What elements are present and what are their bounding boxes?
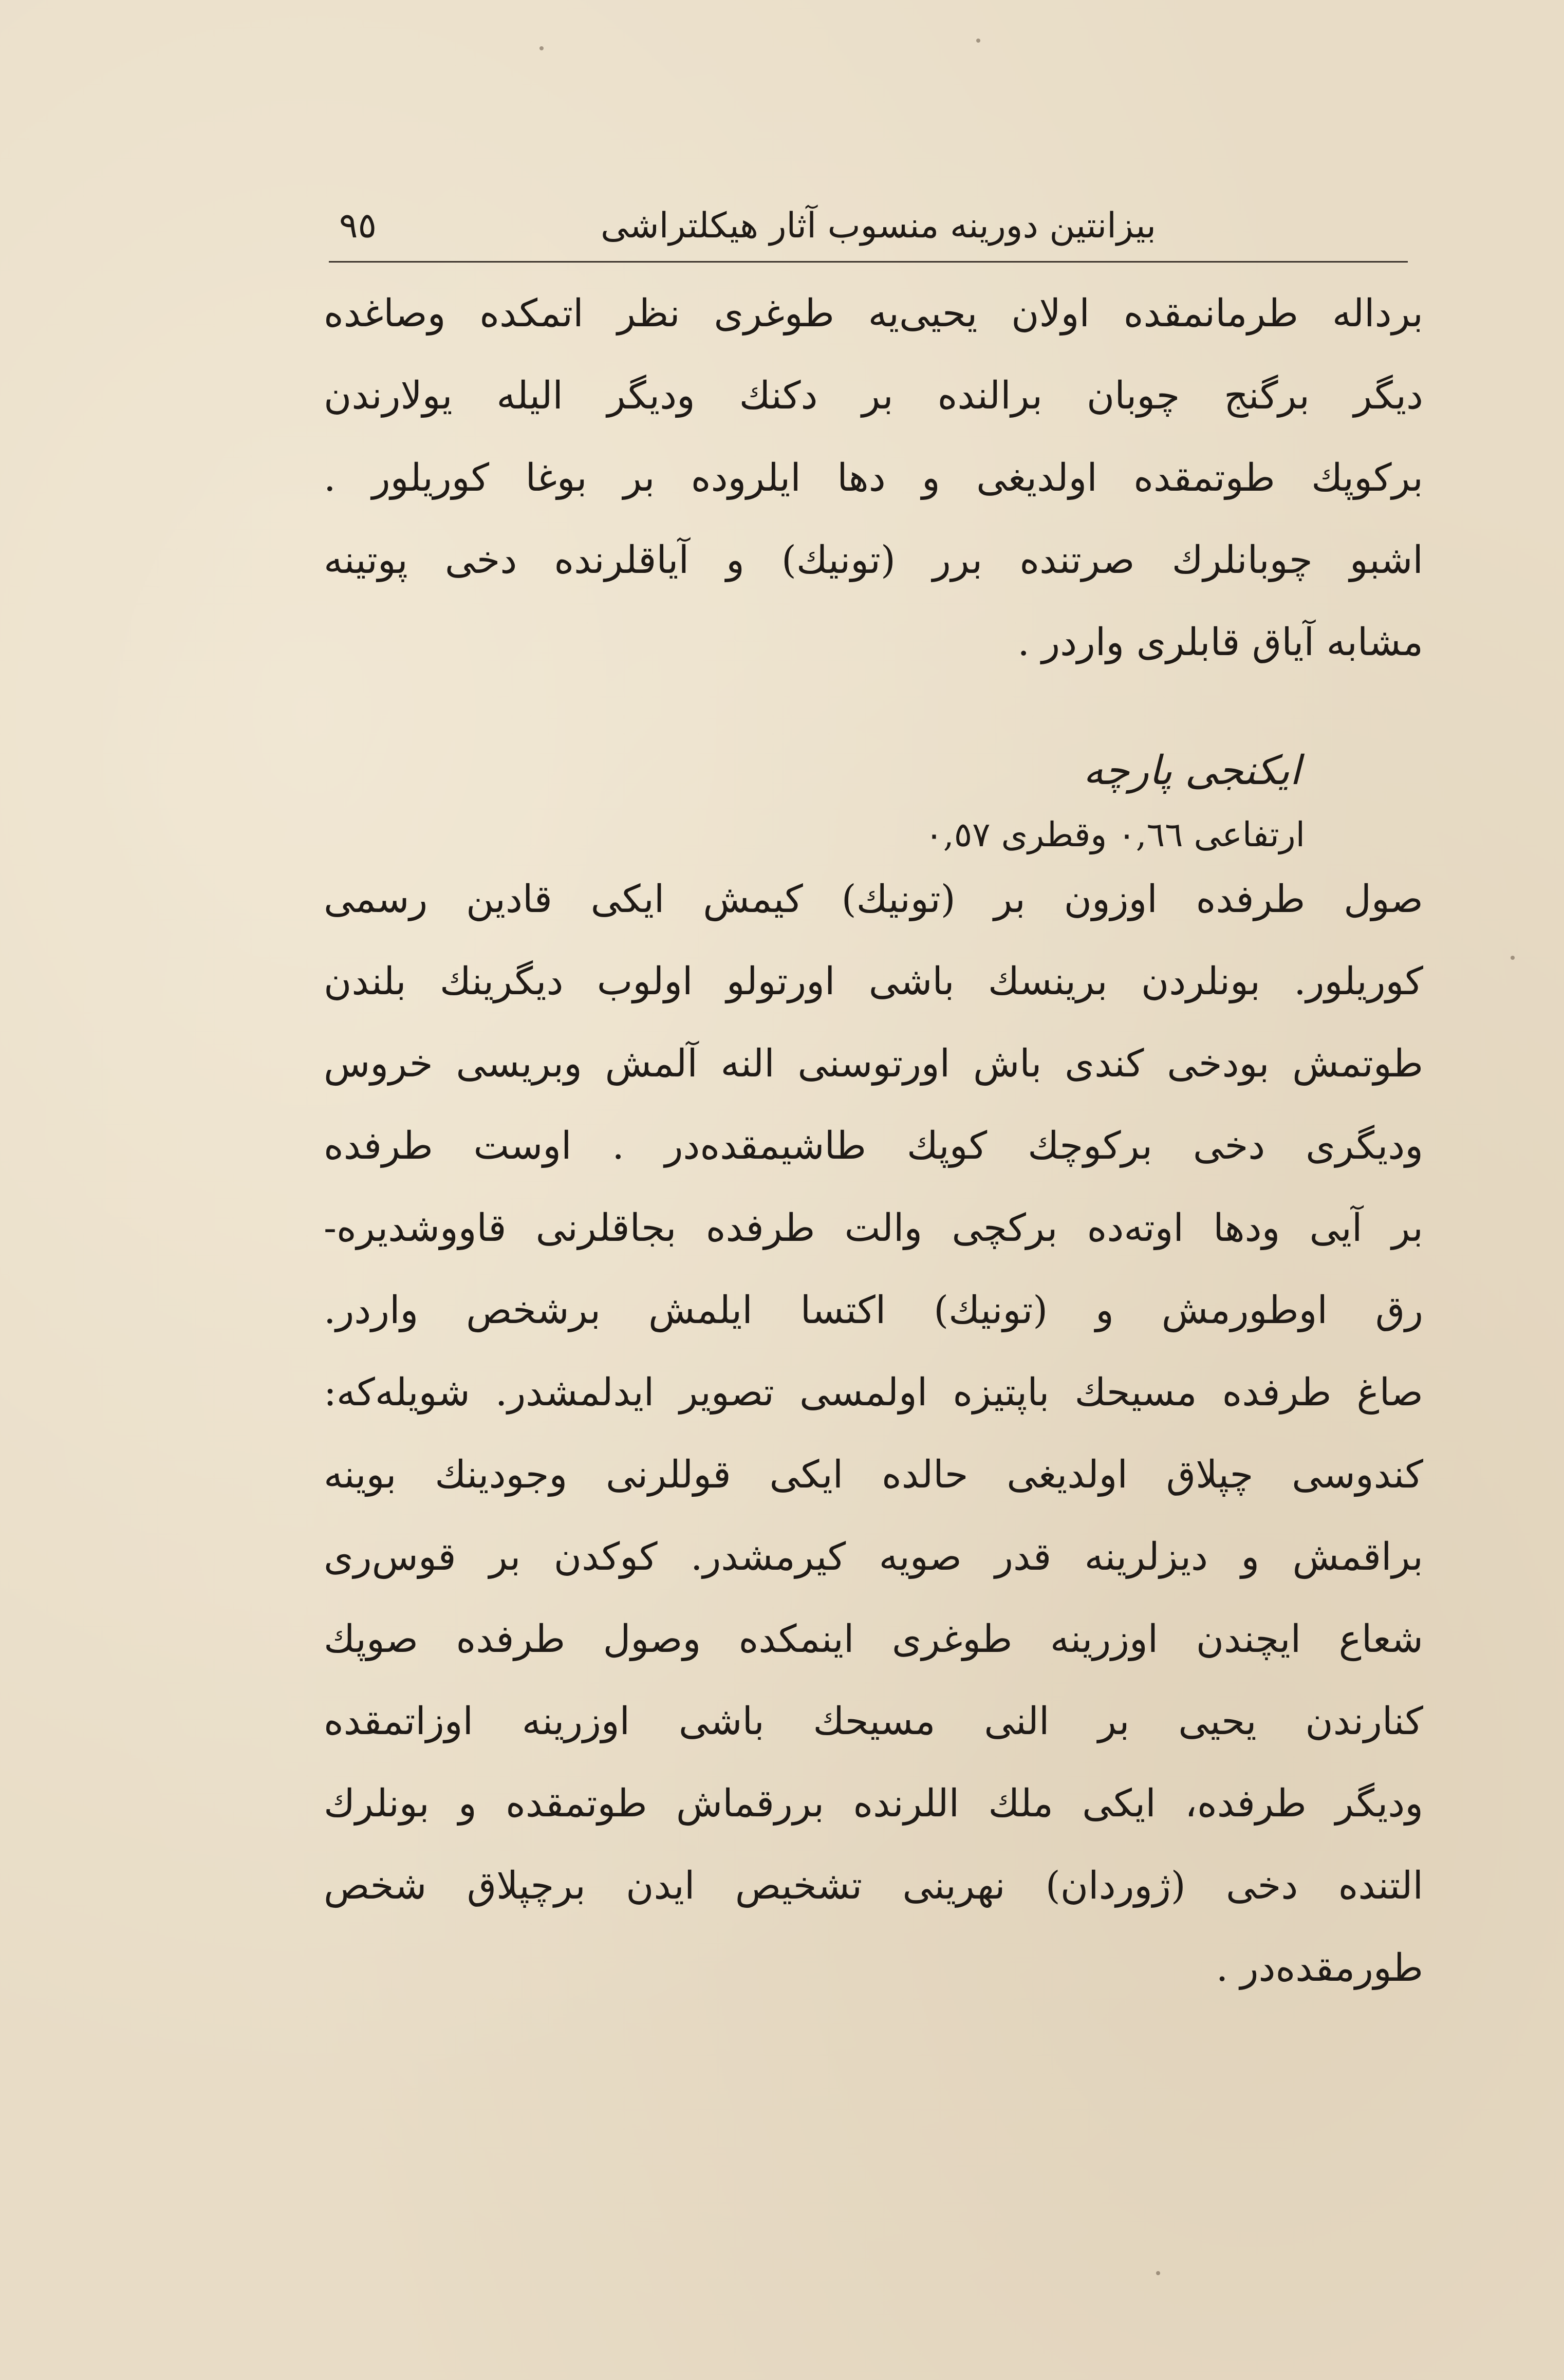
text-line: براقمش و دیزلرینه قدر صویه کیرمشدر. کوکدن بر قوس‌ری [324,1535,1423,1579]
page-header [329,198,1156,254]
header-rule [329,261,1408,263]
text-line: برداله طرمانمقده اولان یحیی‌یه طوغری نظر اتمکده وصاغده [324,291,1423,336]
text-line: کنارندن یحیی بر النی مسیحك باشی اوزرینه اوزاتمقده [324,1699,1423,1743]
text-line: کندوسی چپلاق اولدیغی حالده ایکی قوللرنی وجودینك بوینه [324,1453,1423,1497]
text-line: بر آیی ودها اوته‌ده برکچی والت طرفده بجاقلرنی قاووشدیره- [324,1206,1423,1250]
paper-speck [1156,2271,1160,2275]
text-line: التنده دخی (ژوردان) نهرینی تشخیص ایدن برچپلاق شخص [324,1864,1423,1908]
paper-speck [1511,956,1515,960]
paragraph-1 [324,288,1423,699]
text-line: دیگر برگنج چوبان برالنده بر دکنك ودیگر الیله یولارندن [324,374,1423,418]
measurement-line: ارتفاعی ۰,٦٦ وقطری ۰,٥٧ [925,815,1305,854]
text-line: رق اوطورمش و (تونیك) اکتسا ایلمش برشخص واردر. [324,1288,1423,1332]
text-line: طورمقده‌در . [1216,1946,1423,1990]
text-line: کوریلور. بونلردن برینسك باشی اورتولو اولوب دیگرینك بلندن [324,959,1423,1003]
page-number: ٩٥ [339,206,377,246]
text-line: صول طرفده اوزون بر (تونیك) کیمش ایکی قادین رسمی [324,877,1423,921]
text-line: برکوپك طوتمقده اولدیغی و دها ایلروده بر بوغا کوریلور . [324,456,1423,500]
text-line: طوتمش بودخی کندی باش اورتوسنی النه آلمش وبریسی خروس [324,1042,1423,1086]
paper-speck [539,46,544,50]
section-title: ایکنجی پارچه [1083,748,1301,794]
paragraph-2 [324,873,1423,2024]
text-line: ودیگر طرفده، ایکی ملك اللرنده بررقماش طوتمقده و بونلرك [324,1781,1423,1826]
running-head: بیزانتین دورینه منسوب آثار هیکلتراشی [600,206,1156,246]
text-line: صاغ طرفده مسیحك باپتیزه اولمسی تصویر ایدلمشدر. شویله‌که: [324,1370,1423,1415]
text-line: اشبو چوبانلرك صرتنده برر (تونیك) و آیاقلرنده دخی پوتینه [324,538,1423,582]
text-line: شعاع ایچندن اوزرینه طوغری اینمکده وصول طرفده صوپك [324,1617,1423,1661]
text-line: ودیگری دخی برکوچك کوپك طاشیمقده‌در . اوست طرفده [324,1124,1423,1168]
text-line: مشابه آیاق قابلری واردر . [1017,620,1423,664]
paper-speck [976,39,980,43]
